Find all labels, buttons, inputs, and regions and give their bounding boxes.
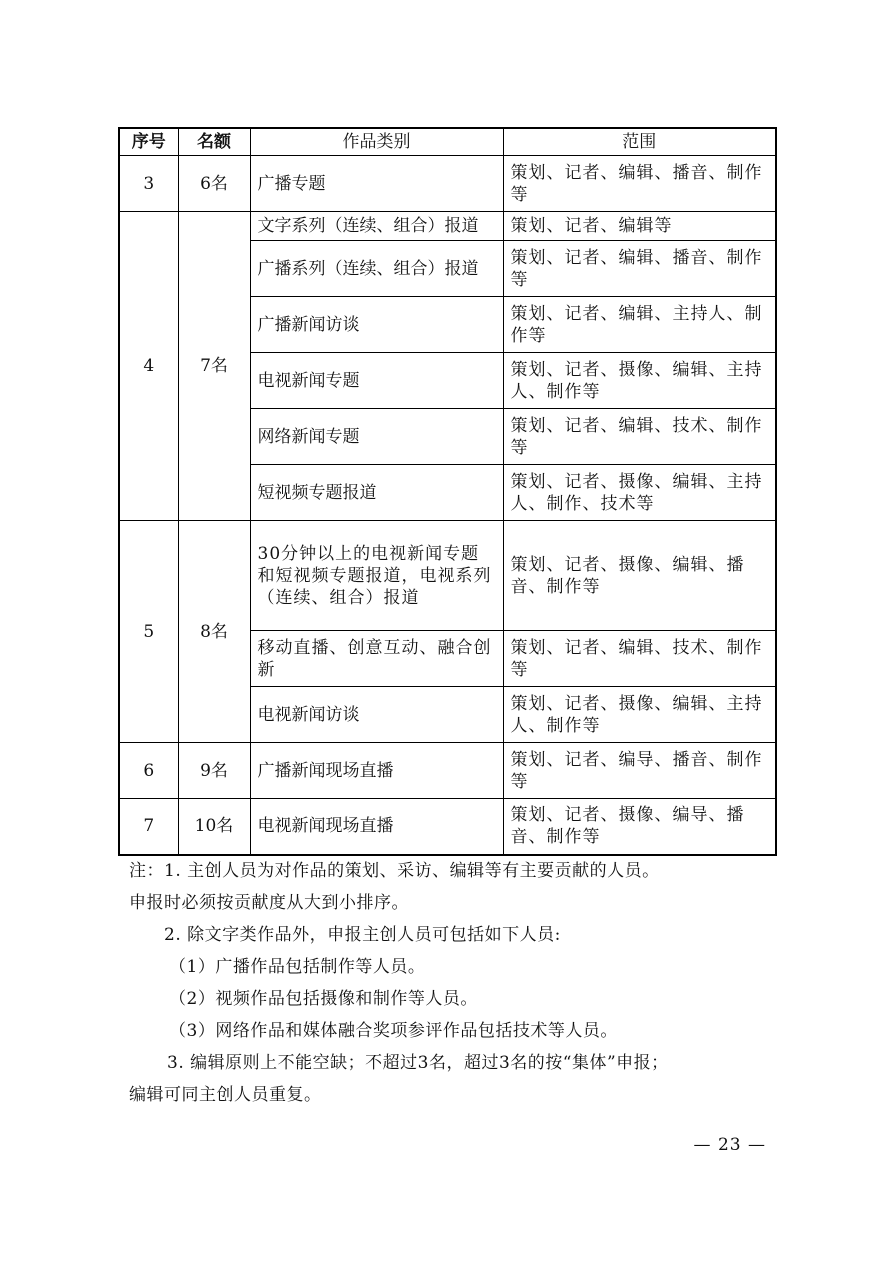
row-index: 3 bbox=[119, 156, 178, 212]
note-2-item-2: （2）视频作品包括摄像和制作等人员。 bbox=[169, 989, 478, 1009]
table-header-row bbox=[119, 128, 776, 156]
row-category: 电视新闻现场直播 bbox=[250, 799, 503, 855]
row-category: 广播系列（连续、组合）报道 bbox=[250, 241, 503, 297]
header-scope: 范围 bbox=[503, 128, 776, 156]
note-3-line-2: 编辑可同主创人员重复。 bbox=[129, 1085, 322, 1105]
row-quota: 6名 bbox=[178, 156, 250, 212]
row-category: 广播新闻访谈 bbox=[250, 297, 503, 353]
row-category: 短视频专题报道 bbox=[250, 465, 503, 521]
page-number: — 23 — bbox=[693, 1135, 766, 1155]
row-category: 30分钟以上的电视新闻专题和短视频专题报道，电视系列（连续、组合）报道 bbox=[250, 521, 503, 631]
header-quota: 名额 bbox=[178, 128, 250, 156]
note-1-line-2: 申报时必须按贡献度从大到小排序。 bbox=[129, 893, 409, 913]
row-category: 电视新闻访谈 bbox=[250, 687, 503, 743]
row-category: 网络新闻专题 bbox=[250, 409, 503, 465]
row-category: 广播新闻现场直播 bbox=[250, 743, 503, 799]
row-scope: 策划、记者、编导、播音、制作等 bbox=[503, 743, 776, 799]
row-category: 电视新闻专题 bbox=[250, 353, 503, 409]
header-category: 作品类别 bbox=[250, 128, 503, 156]
row-quota: 9名 bbox=[178, 743, 250, 799]
row-scope: 策划、记者、编辑、播音、制作等 bbox=[503, 241, 776, 297]
row-category: 文字系列（连续、组合）报道 bbox=[250, 212, 503, 241]
table-row bbox=[119, 521, 776, 631]
row-scope: 策划、记者、编辑、技术、制作等 bbox=[503, 409, 776, 465]
row-index: 5 bbox=[119, 521, 178, 743]
note-2: 2. 除文字类作品外，申报主创人员可包括如下人员: bbox=[164, 925, 561, 945]
row-scope: 策划、记者、编辑、播音、制作等 bbox=[503, 156, 776, 212]
note-1-line-1: 注：1. 主创人员为对作品的策划、采访、编辑等有主要贡献的人员。 bbox=[129, 861, 660, 881]
header-index: 序号 bbox=[119, 128, 178, 156]
row-scope: 策划、记者、摄像、编辑、播音、制作等 bbox=[503, 521, 776, 631]
table-row bbox=[119, 212, 776, 241]
row-quota: 8名 bbox=[178, 521, 250, 743]
row-scope: 策划、记者、摄像、编辑、主持人、制作、技术等 bbox=[503, 465, 776, 521]
row-scope: 策划、记者、摄像、编导、播音、制作等 bbox=[503, 799, 776, 855]
notes-section bbox=[129, 855, 769, 1111]
award-quota-table bbox=[118, 127, 777, 856]
table-row bbox=[119, 743, 776, 799]
table-row bbox=[119, 156, 776, 212]
note-2-item-3: （3）网络作品和媒体融合奖项参评作品包括技术等人员。 bbox=[169, 1021, 618, 1041]
row-scope: 策划、记者、编辑、技术、制作等 bbox=[503, 631, 776, 687]
row-index: 7 bbox=[119, 799, 178, 855]
row-quota: 7名 bbox=[178, 212, 250, 521]
table-row bbox=[119, 799, 776, 855]
row-quota: 10名 bbox=[178, 799, 250, 855]
row-scope: 策划、记者、编辑、主持人、制作等 bbox=[503, 297, 776, 353]
row-category: 移动直播、创意互动、融合创新 bbox=[250, 631, 503, 687]
row-category: 广播专题 bbox=[250, 156, 503, 212]
row-scope: 策划、记者、摄像、编辑、主持人、制作等 bbox=[503, 353, 776, 409]
row-index: 6 bbox=[119, 743, 178, 799]
row-scope: 策划、记者、编辑等 bbox=[503, 212, 776, 241]
row-index: 4 bbox=[119, 212, 178, 521]
row-scope: 策划、记者、摄像、编辑、主持人、制作等 bbox=[503, 687, 776, 743]
note-2-item-1: （1）广播作品包括制作等人员。 bbox=[169, 957, 426, 977]
note-3-line-1: 3. 编辑原则上不能空缺；不超过3名，超过3名的按“集体”申报； bbox=[167, 1053, 669, 1073]
